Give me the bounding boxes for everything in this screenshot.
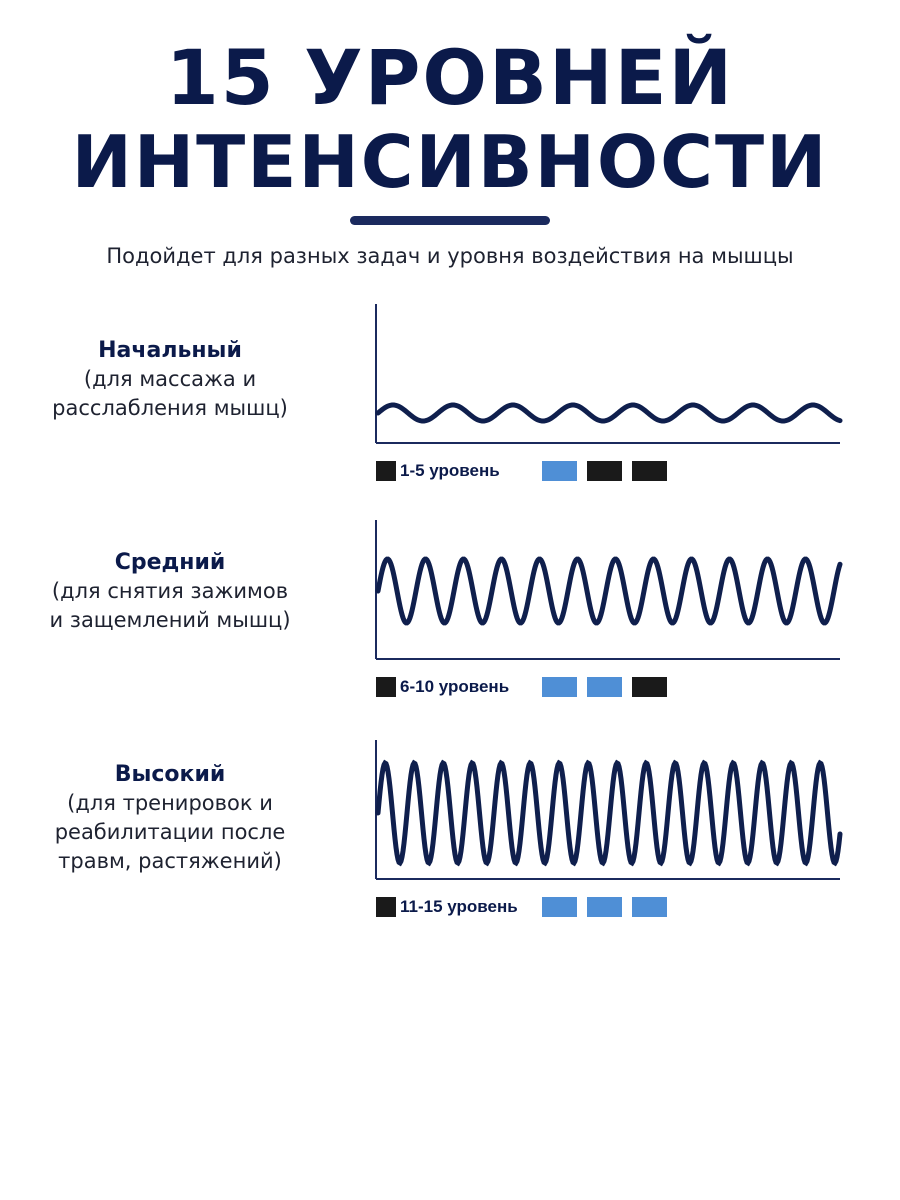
level-description: (для снятия зажимов и защемлений мышц) bbox=[49, 579, 291, 632]
legend-high bbox=[376, 896, 667, 918]
intensity-box-active bbox=[542, 897, 577, 917]
intensity-box-inactive bbox=[587, 461, 622, 481]
level-description: (для тренировок и реабилитации после травм, растяжений) bbox=[54, 791, 286, 873]
intensity-box-inactive bbox=[632, 461, 667, 481]
wave-chart-beginner bbox=[370, 300, 845, 450]
level-name: Начальный bbox=[98, 338, 242, 363]
legend-marker bbox=[376, 897, 396, 917]
intensity-boxes bbox=[542, 677, 667, 697]
intensity-box-active bbox=[587, 897, 622, 917]
intensity-box-active bbox=[587, 677, 622, 697]
intensity-box-active bbox=[542, 677, 577, 697]
wave-line bbox=[378, 559, 840, 623]
level-name: Высокий bbox=[114, 762, 226, 787]
title-line-2: ИНТЕНСИВНОСТИ bbox=[71, 120, 829, 204]
intensity-boxes bbox=[542, 897, 667, 917]
legend-beginner bbox=[376, 460, 667, 482]
intensity-box-active bbox=[632, 897, 667, 917]
legend-label: 6-10 уровень bbox=[400, 677, 510, 696]
intensity-boxes bbox=[542, 461, 667, 481]
legend-marker bbox=[376, 461, 396, 481]
intensity-box-active bbox=[542, 461, 577, 481]
legend-label: 11-15 уровень bbox=[400, 897, 518, 916]
wave-line bbox=[378, 405, 840, 421]
level-text bbox=[20, 336, 320, 423]
level-name: Средний bbox=[114, 550, 226, 575]
level-description: (для массажа и расслабления мышц) bbox=[52, 367, 288, 420]
legend-marker bbox=[376, 677, 396, 697]
title-line-1: 15 УРОВНЕЙ bbox=[165, 33, 735, 122]
legend-label: 1-5 уровень bbox=[400, 461, 500, 480]
wave-chart-high bbox=[370, 736, 845, 886]
subtitle: Подойдет для разных задач и уровня воздействия на мышцы bbox=[106, 244, 794, 268]
wave-line bbox=[378, 763, 840, 863]
level-text bbox=[20, 548, 320, 635]
intensity-box-inactive bbox=[632, 677, 667, 697]
level-text bbox=[20, 760, 320, 876]
title-underline bbox=[350, 216, 550, 225]
wave-chart-medium bbox=[370, 516, 845, 666]
legend-medium bbox=[376, 676, 667, 698]
